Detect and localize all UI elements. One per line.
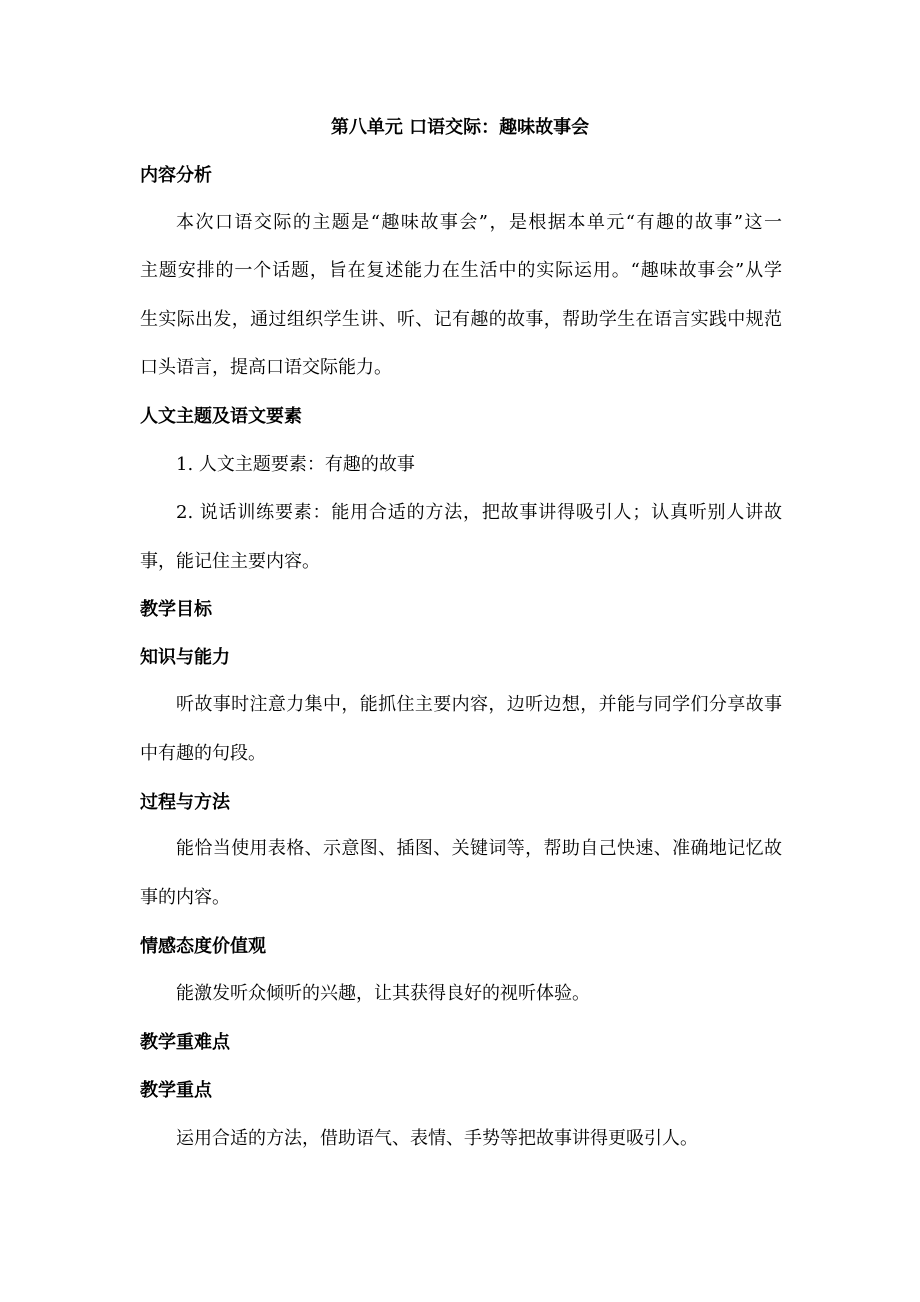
paragraph-line: 主题安排的一个话题，旨在复述能力在生活中的实际运用。“趣味故事会”从学 <box>140 260 782 281</box>
heading-process: 过程与方法 <box>140 792 230 813</box>
paragraph-line: 口头语言，提高口语交际能力。 <box>140 357 392 378</box>
list-item: 2. 说话训练要素：能用合适的方法，把故事讲得吸引人；认真听别人讲故 <box>176 502 782 523</box>
heading-knowledge: 知识与能力 <box>140 647 230 668</box>
paragraph-line: 生实际出发，通过组织学生讲、听、记有趣的故事，帮助学生在语言实践中规范 <box>140 309 782 330</box>
list-item: 1. 人文主题要素：有趣的故事 <box>176 454 415 475</box>
heading-focus: 教学重点 <box>140 1080 212 1101</box>
paragraph-line: 能激发听众倾听的兴趣，让其获得良好的视听体验。 <box>176 983 590 1004</box>
heading-content-analysis: 内容分析 <box>140 165 212 186</box>
paragraph-line: 本次口语交际的主题是“趣味故事会”，是根据本单元“有趣的故事”这一 <box>176 212 782 233</box>
paragraph-line: 听故事时注意力集中，能抓住主要内容，边听边想，并能与同学们分享故事 <box>176 694 782 715</box>
heading-objectives: 教学目标 <box>140 599 212 620</box>
paragraph-line: 中有趣的句段。 <box>140 743 266 764</box>
heading-theme-elements: 人文主题及语文要素 <box>140 406 302 427</box>
paragraph-line: 能恰当使用表格、示意图、插图、关键词等，帮助自己快速、准确地记忆故 <box>176 838 782 859</box>
heading-emotion: 情感态度价值观 <box>140 936 266 957</box>
heading-key-points: 教学重难点 <box>140 1032 230 1053</box>
list-item-continuation: 事，能记住主要内容。 <box>140 551 320 572</box>
paragraph-line: 运用合适的方法，借助语气、表情、手势等把故事讲得更吸引人。 <box>176 1128 698 1149</box>
page-title: 第八单元 口语交际：趣味故事会 <box>330 117 590 138</box>
paragraph-line: 事的内容。 <box>140 887 230 908</box>
